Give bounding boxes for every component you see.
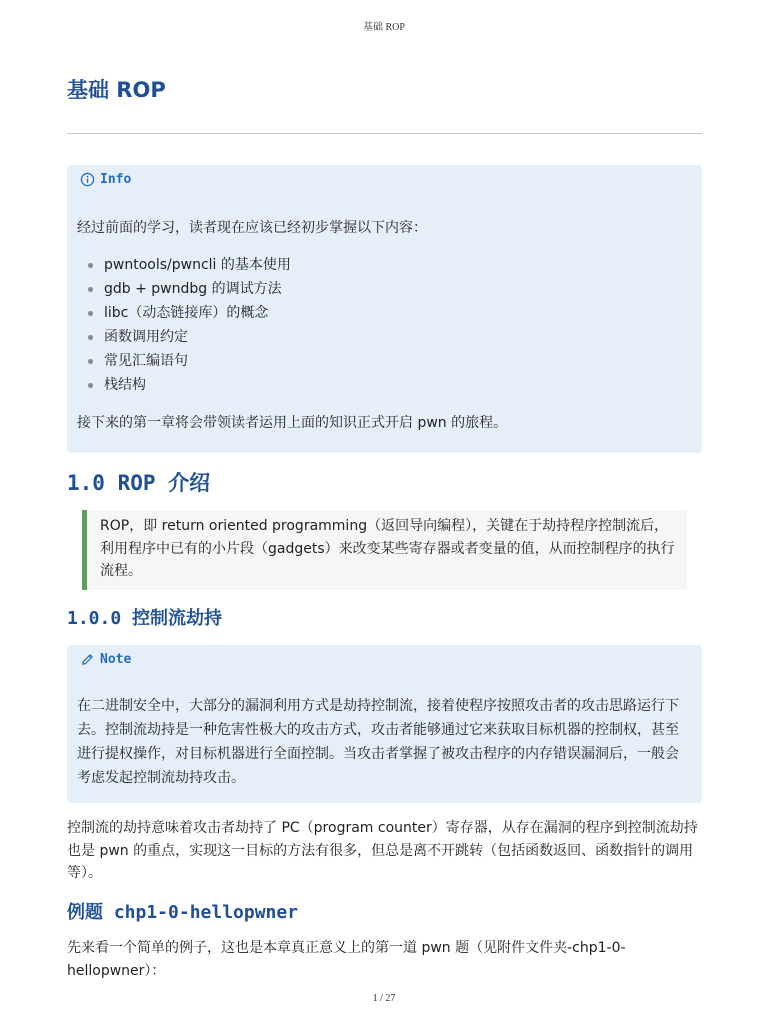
- list-item: libc（动态链接库）的概念: [77, 301, 291, 325]
- note-label: Note: [100, 652, 132, 667]
- section-heading-control-flow-hijack: 1.0.0 控制流劫持: [67, 608, 223, 629]
- info-circle-icon: [80, 172, 95, 187]
- pencil-icon: [80, 652, 95, 667]
- example-heading: 例题 chp1-0-hellopwner: [67, 902, 299, 923]
- list-item: 栈结构: [77, 373, 291, 397]
- note-admonition: [67, 645, 702, 803]
- info-admonition: [67, 165, 702, 453]
- list-item: 函数调用约定: [77, 325, 291, 349]
- page-title: 基础 ROP: [67, 78, 166, 102]
- quote-text: ROP，即 return oriented programming（返回导向编程），关键在于劫持程序控制流后，利用程序中已有的小片段（gadgets）来改变某些寄存器或者变量的值，从而控制程序的执行流程。: [100, 518, 675, 579]
- note-text: 在二进制安全中，大部分的漏洞利用方式是劫持控制流，接着使程序按照攻击者的攻击思路运行下去。控制流劫持是一种危害性极大的攻击方式，攻击者能够通过它来获取目标机器的控制权，甚至进行提权操作，对目标机器进行全面控制。当攻击者掌握了被攻击程序的内存错误漏洞后，一般会考虑发起控制流劫持攻击。: [77, 698, 679, 786]
- list-item: 常见汇编语句: [77, 349, 291, 373]
- rop-definition-quote: [82, 510, 687, 590]
- running-header: 基础 ROP: [363, 22, 405, 33]
- title-divider: [67, 133, 702, 134]
- note-admonition-title: [80, 652, 131, 667]
- prerequisite-list: [77, 253, 291, 397]
- page-indicator: 1 / 27: [372, 993, 396, 1004]
- section-heading-rop-intro: 1.0 ROP 介绍: [67, 471, 211, 495]
- info-intro: 经过前面的学习，读者现在应该已经初步掌握以下内容：: [77, 220, 427, 236]
- info-admonition-title: [80, 172, 131, 187]
- control-flow-paragraph: 控制流的劫持意味着攻击者劫持了 PC（program counter）寄存器，从存在漏洞的程序到控制流劫持也是 pwn 的重点，实现这一目标的方法有很多，但总是离不开跳转（包括函数返回、函数指针的调用等）。: [67, 820, 698, 881]
- example-paragraph: 先来看一个简单的例子，这也是本章真正意义上的第一道 pwn 题（见附件文件夹-chp1-0-hellopwner）：: [67, 940, 626, 979]
- info-outro: 接下来的第一章将会带领读者运用上面的知识正式开启 pwn 的旅程。: [77, 415, 508, 431]
- list-item: pwntools/pwncli 的基本使用: [77, 253, 291, 277]
- info-label: Info: [100, 172, 132, 187]
- list-item: gdb + pwndbg 的调试方法: [77, 277, 291, 301]
